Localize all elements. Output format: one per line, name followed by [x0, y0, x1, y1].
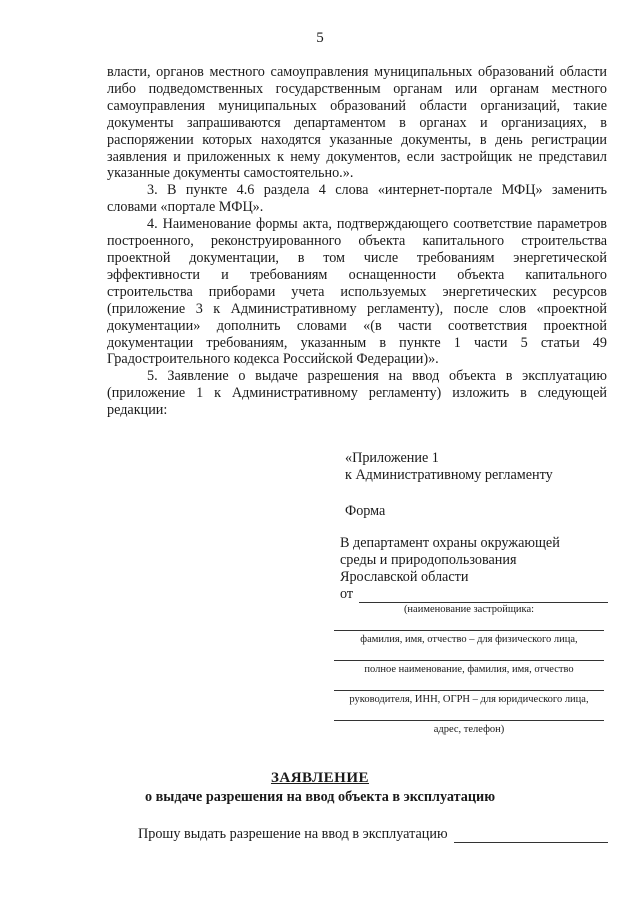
application-title: ЗАЯВЛЕНИЕ [270, 770, 370, 786]
paragraph-item-3: 3. В пункте 4.6 раздела 4 слова «интернет-портале МФЦ» заменить словами «портале МФЦ». [107, 182, 607, 216]
hint-4: руководителя, ИНН, ОГРН – для юридического лица, [349, 694, 589, 705]
page-number: 5 [316, 30, 324, 46]
form-label: Форма [345, 503, 386, 519]
annex-line-1: «Приложение 1 [345, 450, 439, 466]
request-blank-field[interactable] [454, 830, 608, 843]
paragraph-item-5: 5. Заявление о выдаче разрешения на ввод объекта в эксплуатацию (приложение 1 к Административному регламенту) изложить в следующей редакции: [107, 368, 607, 419]
application-subtitle: о выдаче разрешения на ввод объекта в эксплуатацию [144, 789, 496, 805]
blank-line-1[interactable] [334, 620, 604, 631]
hint-2: фамилия, имя, отчество – для физического лица, [360, 634, 578, 645]
from-label: от [340, 586, 354, 602]
addressee-block [340, 535, 608, 603]
body-text [107, 64, 607, 419]
hint-3: полное наименование, фамилия, имя, отчество [364, 664, 574, 675]
hint-5: адрес, телефон) [433, 724, 505, 735]
paragraph-item-4: 4. Наименование формы акта, подтверждающего соответствие параметров построенного, реконструированного объекта капитального строительства проектной документации, в том числе требованиям энергетической эффективности и требованиям оснащенности объекта капитального строительства приборами учета используемых энергетических ресурсов (приложение 3 к Административному регламенту), после слов «проектной документации» дополнить словами «(в части соответствия проектной документации требованиям, указанным в пункте 1 части 5 статьи 49 Градостроительного кодекса Российской Федерации)». [107, 216, 607, 368]
applicant-hints [334, 603, 604, 740]
addressee-line-3: Ярославской области [340, 569, 469, 585]
annex-heading [345, 450, 605, 484]
from-blank-field[interactable] [359, 589, 608, 603]
addressee-line-2: среды и природопользования [340, 552, 517, 568]
blank-line-4[interactable] [334, 710, 604, 721]
request-row [138, 826, 608, 843]
annex-line-2: к Административному регламенту [345, 467, 553, 483]
paragraph-continuation: власти, органов местного самоуправления муниципальных образований области либо подведомственных государственным органам или органам местного самоуправления муниципальных образований области организаций, такие документы запрашиваются департаментом в органах и организациях, в распоряжении которых находятся указанные документы, в день регистрации заявления и приложенных к нему документов, если застройщик не представил указанные документы самостоятельно.». [107, 64, 607, 182]
blank-line-2[interactable] [334, 650, 604, 661]
application-title-block [0, 770, 640, 806]
hint-1: (наименование застройщика: [403, 604, 535, 615]
request-text: Прошу выдать разрешение на ввод в эксплуатацию [138, 826, 448, 842]
from-row [340, 586, 608, 603]
addressee-line-1: В департамент охраны окружающей [340, 535, 560, 551]
blank-line-3[interactable] [334, 680, 604, 691]
